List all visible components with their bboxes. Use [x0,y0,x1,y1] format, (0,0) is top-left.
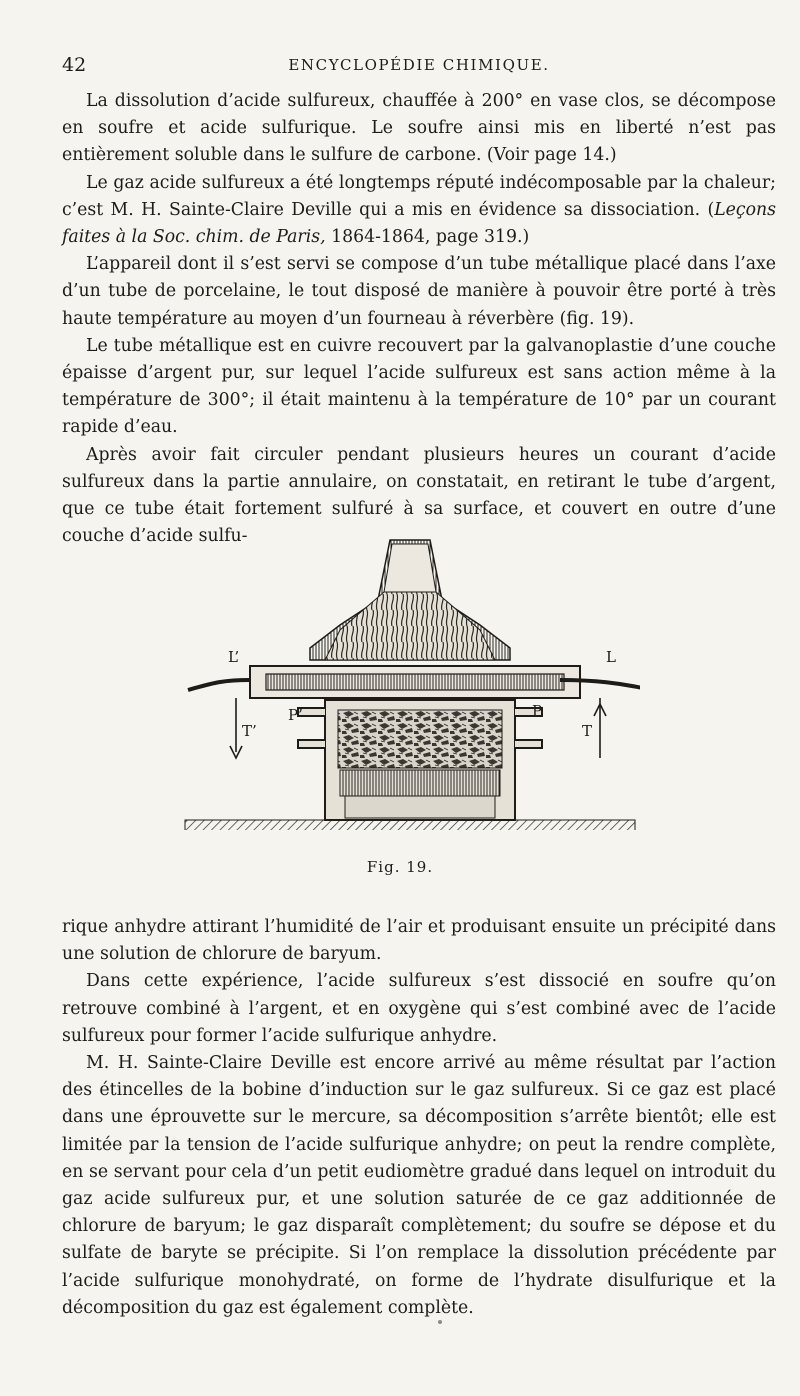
paragraph-text: Le gaz acide sulfureux a été longtemps réputé indécomposable par la chaleur; c’est M. H. Sainte-Claire Deville qui a mis en évidence sa dissociation. ( [62,172,776,220]
paragraph [62,170,776,252]
paragraph: La dissolution d’acide sulfureux, chauffée à 200° en vase clos, se décompose en soufre et acide sulfurique. Le soufre ainsi mis en liberté n’est pas entièrement soluble dans le sulfure de carbone. (Voir page 14.) [62,91,776,166]
flame-chamber [325,592,495,660]
ground-base [185,820,635,830]
citation-italic: Leçons faites à la Soc. chim. de Paris, [62,199,776,248]
text-block-top [62,88,776,550]
printer-mark [438,1320,442,1324]
fuel-bed [338,710,502,768]
paragraph: Dans cette expérience, l’acide sulfureux s’est dissocié en soufre qu’on retrouve combiné à l’argent, et en oxygène qui s’est combiné avec de l’acide sulfureux pour former l’acide sulfurique anhydre. [62,971,776,1046]
grate [340,770,500,796]
text-block-bottom [62,914,776,1322]
furnace-engraving [180,530,640,830]
furnace-chimney [384,544,436,592]
tube-end-left [188,680,250,690]
paragraph-continuation: rique anhydre attirant l’humidité de l’air et produisant ensuite un précipité dans une solution de chlorure de baryum. [62,917,776,965]
page-number: 42 [62,54,87,76]
page-header [62,54,776,80]
paragraph: L’appareil dont il s’est servi se compose d’un tube métallique placé dans l’axe d’un tube de porcelaine, le tout disposé de manière à pouvoir être porté à très haute température au moyen d’un fourneau à réverbère (fig. 19). [62,254,776,329]
paragraph: Après avoir fait circuler pendant plusieurs heures un courant d’acide sulfureux dans la partie annulaire, on constatait, en retirant le tube d’argent, que ce tube était fortement sulfuré à sa surface, et couvert en outre d’une couche d’acide sulfu- [62,444,776,547]
label-P: P [532,702,543,720]
figure-19-furnace-illustration [180,530,640,830]
paragraph-text: 1864-1864, page 319.) [325,227,530,248]
paragraph: Le tube métallique est en cuivre recouvert par la galvanoplastie d’une couche épaisse d’argent pur, sur lequel l’acide sulfureux est sans action même à la température de 300°; il était maintenu à la température de 10° par un courant rapide d’eau. [62,335,776,438]
ash-pit [345,796,495,818]
paragraph: M. H. Sainte-Claire Deville est encore arrivé au même résultat par l’action des étincelles de la bobine d’induction sur le gaz sulfureux. Si ce gaz est placé dans une éprouvette sur le mercure, sa décomposition s’arrête bientôt; elle est limitée par la tension de l’acide sulfurique anhydre; on peut la rendre complète, en se servant pour cela d’un petit eudiomètre gradué dans lequel on introduit du gaz acide sulfureux pur, et une solution saturée de ce gaz additionnée de chlorure de baryum; le gaz disparaît complètement; du soufre se dépose et du sulfate de baryte se précipite. Si l’on remplace la dissolution précédente par l’acide sulfurique monohydraté, on forme de l’hydrate disulfurique et la décomposition du gaz est également complète. [62,1053,776,1318]
label-L-prime: L’ [228,648,240,666]
label-L: L [606,648,616,666]
metal-tube [266,674,564,690]
label-T-prime: T’ [242,722,257,740]
figure-caption: Fig. 19. [366,858,434,876]
label-P-prime: P’ [288,706,303,724]
running-title: ENCYCLOPÉDIE CHIMIQUE. [288,56,550,74]
label-T: T [582,722,593,740]
